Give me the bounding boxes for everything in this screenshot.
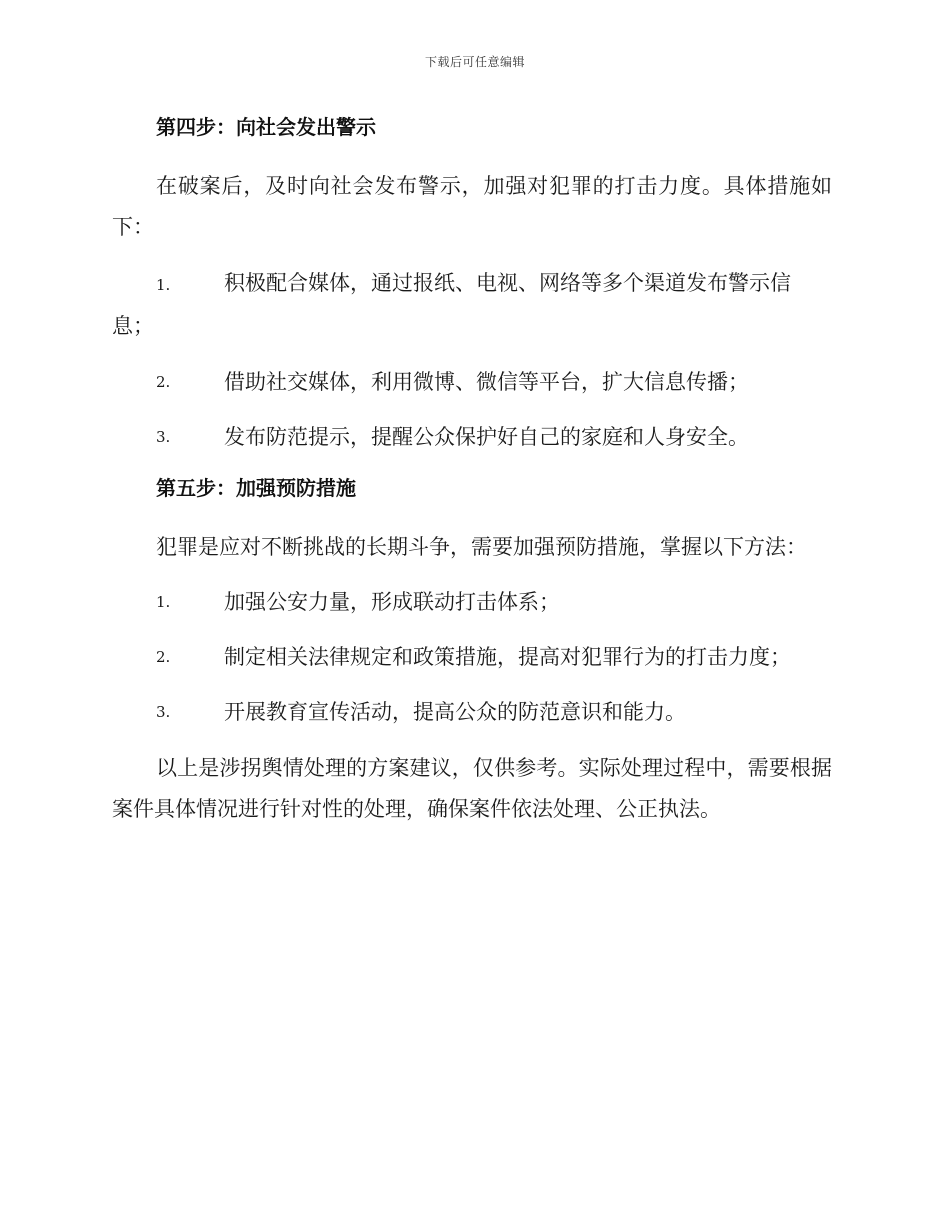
list-item-text: 借助社交媒体，利用微博、微信等平台，扩大信息传播； (224, 370, 749, 394)
section-5-title: 第五步：加强预防措施 (156, 476, 356, 500)
list-item-text: 开展教育宣传活动，提高公众的防范意识和能力。 (224, 700, 686, 724)
list-item-number: 3. (156, 428, 171, 446)
list-item-number: 1. (156, 276, 171, 294)
section-5-intro: 犯罪是应对不断挑战的长期斗争，需要加强预防措施，掌握以下方法： (156, 535, 807, 559)
list-item (112, 263, 832, 347)
list-item-number: 1. (156, 593, 171, 611)
section-4-intro: 在破案后，及时向社会发布警示，加强对犯罪的打击力度。具体措施如下： (112, 174, 832, 239)
list-item-number: 3. (156, 703, 171, 721)
list-item (112, 582, 832, 623)
conclusion-paragraph: 以上是涉拐舆情处理的方案建议，仅供参考。实际处理过程中，需要根据案件具体情况进行针对性的处理，确保案件依法处理、公正执法。 (112, 756, 832, 821)
list-item-text: 加强公安力量，形成联动打击体系； (224, 590, 560, 614)
list-item-text: 制定相关法律规定和政策措施，提高对犯罪行为的打击力度； (224, 645, 791, 669)
section-4-title: 第四步：向社会发出警示 (156, 115, 376, 139)
list-item-text: 发布防范提示，提醒公众保护好自己的家庭和人身安全。 (224, 425, 749, 449)
list-item (112, 362, 832, 403)
document-body (112, 112, 832, 830)
section-4 (112, 112, 832, 458)
list-item (112, 692, 832, 733)
list-item (112, 417, 832, 458)
list-item-number: 2. (156, 373, 171, 391)
page-header: 下载后可任意编辑 (424, 55, 525, 69)
list-item-text: 积极配合媒体，通过报纸、电视、网络等多个渠道发布警示信息； (112, 271, 791, 338)
section-5 (112, 473, 832, 733)
list-item (112, 637, 832, 678)
list-item-number: 2. (156, 648, 171, 666)
